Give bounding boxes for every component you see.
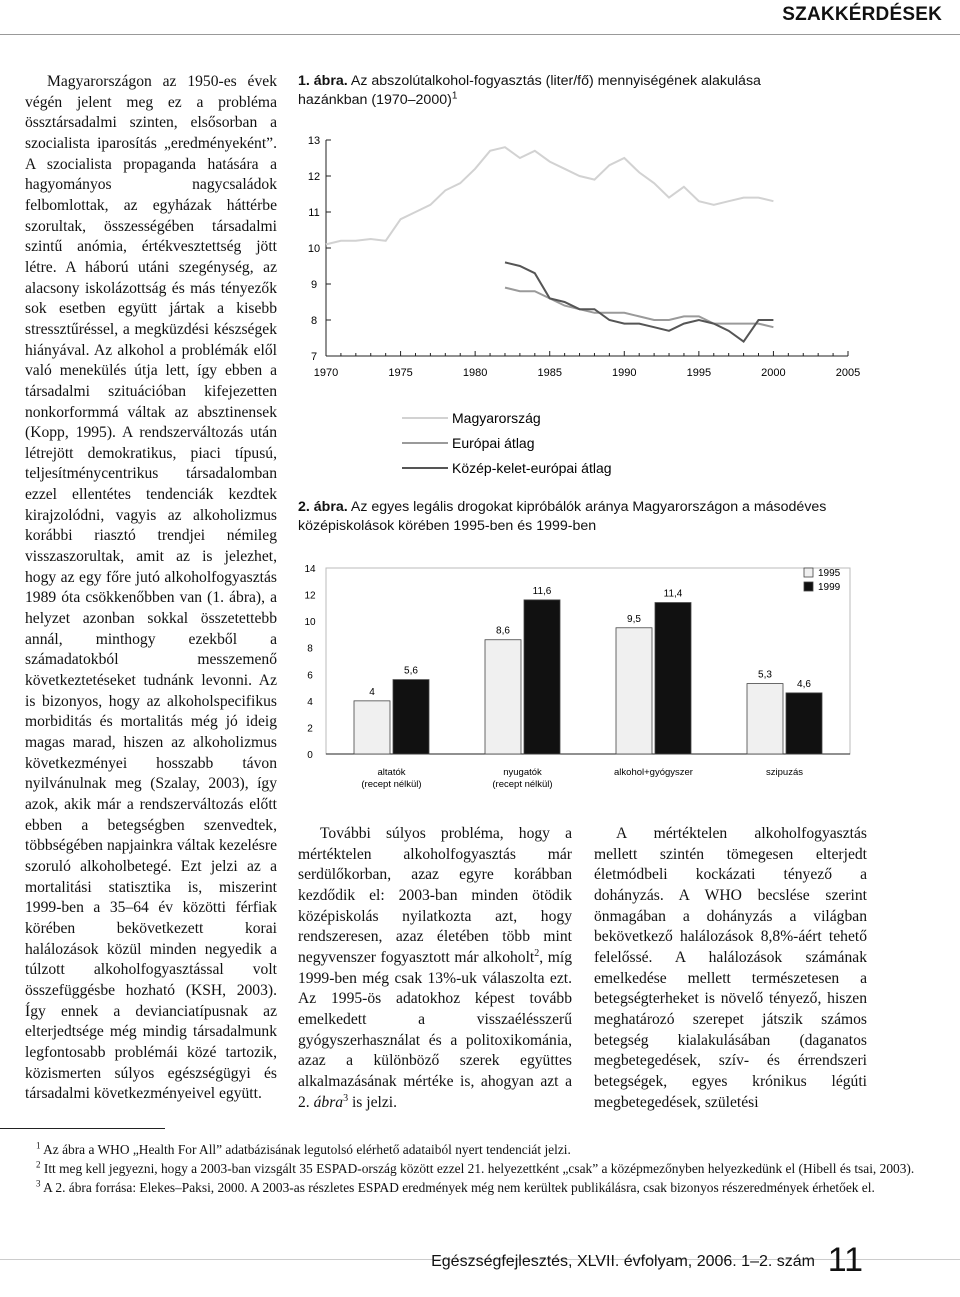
footnote-mark: 3: [36, 1178, 41, 1189]
legend-label: Európai átlag: [452, 435, 535, 451]
footnote-text: Itt meg kell jegyezni, hogy a 2003-ban vizsgált 35 ESPAD-ország között ezzel 21. helyezettként „csak” a középmezőnyben helyezkedünk el (Hibell és tsai, 2003).: [43, 1161, 915, 1176]
bar: [747, 684, 783, 754]
body-paragraph: Magyarországon az 1950-es évek végén jelent meg ez a probléma össztársadalmi szinten, elsősorban a szocialista iparosítás „eredményeként”. A szocialista propaganda hatására a hagyományos nagycsaládok felbomlottak, az egyházak háttérbe szorultak, összességében társadalmi szintű anómia, értékvesztettség jött létre. A háború utáni szegénység, az alacsony iskolázottság és más tényezők sok esetben együtt jártak a kisebb stressztűréssel, a megküzdési készségek hiányával. Az alkohol a problémák elől való menekülés útja lett, így ebben a társadalmi szituációban kifejezetten nonkorformmá váltak az absztinensek (Kopp, 1995). A rendszerváltozás után létrejött demokratikus, piaci típusú, teljesítménycentrikus társadalomban ezzel ellentétes tendenciák kezdtek kirajzolódni, vagyis az alkoholizmus korábbi riasztó trendjei némileg visszaszorultak, amit az is jelezhet, hogy az egy főre jutó alkoholfogyasztás 1989 óta csökkenőbben van (1. ábra), a helyzet azonban sokkal összetettebb annál, minthogy ezekből a számadatokból messzemenő következtetéseket tudnánk levonni. Az is bizonyos, hogy az alkoholspecifikus morbiditás és mortalitás még jó ideig magas marad, hiszen az alkoholizmus következményei hosszabb távon nyilvánulnak meg (Szalay, 2003), így azok, akik már a rendszerváltozás előtt ebben a betegségben szenvedtek, többségében napjainkra váltak kezelésre szoruló alkoholbetegé. Ezt jelzi az a mortalitási statisztika is, miszerint 1999-ben a 35–64 év közötti férfiak körében bekövetkezett korai halálozások közül minden negyedik a túlzott alkoholfogyasztással volt összefüggésbe hozható (KSH, 2003). Így ennek a devianciatípusnak az elterjedtsége még mindig társadalmunk legfontosabb problémái közé tartozik, közismerten súlyos egészségügyi és társadalmi következményeivel együtt.: [25, 73, 277, 1103]
series-line: [505, 262, 773, 341]
footnote-mark: 1: [36, 1140, 41, 1151]
x-tick-label: 1985: [537, 367, 562, 379]
line-chart: [290, 128, 860, 480]
footnote: [0, 1159, 960, 1178]
figure2-caption: [298, 498, 858, 536]
y-tick-label: 13: [307, 135, 321, 147]
bar: [524, 600, 560, 754]
x-tick-label: 1975: [388, 367, 413, 379]
x-tick-label: 2005: [835, 367, 860, 379]
journal-citation: Egészségfejlesztés, XLVII. évfolyam, 2006. 1–2. szám: [431, 1253, 815, 1270]
bar: [354, 701, 390, 754]
data-label: 11,6: [532, 585, 552, 597]
y-tick-label: 4: [307, 696, 313, 708]
category-label: (recept nélkül): [492, 779, 553, 790]
figure-ref: ábra: [313, 1093, 344, 1111]
text-part: , míg 1999-ben még csak 13%-uk válaszolta ezt. Az 1995-ös adatokhoz képest tovább emelkedett a visszaélésszerű gyógyszerhasználat és a politoxikománia, azaz a különböző szerek együttes alkalmazásának mértéke is, ahogyan azt a 2.: [298, 948, 573, 1111]
y-tick-label: 10: [307, 243, 321, 255]
header-rule: [0, 34, 960, 35]
footnote-rule: [0, 1128, 165, 1129]
bar-chart: [290, 556, 860, 796]
page-number: 11: [827, 1241, 863, 1279]
category-label: alkohol+gyógyszer: [614, 767, 693, 778]
y-tick-label: 7: [310, 351, 318, 363]
bar: [655, 603, 691, 754]
data-label: 4: [369, 686, 375, 698]
data-label: 8,6: [496, 625, 510, 637]
body-paragraph: [298, 824, 572, 1113]
figure1-title: Az abszolútalkohol-fogyasztás (liter/fő) mennyiségének alakulása hazánkban (1970–2000): [298, 73, 761, 108]
data-label: 5,6: [404, 665, 418, 677]
series-line: [326, 147, 773, 244]
body-paragraph: A mértéktelen alkoholfogyasztás mellett szintén tömegesen elterjedt életmódbeli kockázati tényező a dohányzás. A WHO becslése szerint önmagában a dohányzás a világban bekövetkező halálozások 8,8%-áért tehető felelőssé. A halálozások számának emelkedése mellett természetesen a betegségterheket is növelő tényező, hiszen meghatározó szerepet játszik számos betegség kialakulásában (daganatos megbetegedések, szív- és érrendszeri betegségek, egyes krónikus légúti megbetegedések, születési: [594, 825, 867, 1111]
series-line: [505, 288, 773, 328]
legend-label: 1995: [818, 568, 841, 579]
bar: [786, 693, 822, 754]
category-label: szipuzás: [766, 767, 803, 778]
legend-label: Közép-kelet-európai átlag: [452, 460, 612, 476]
category-label: nyugatók: [503, 767, 542, 778]
section-label: SZAKKÉRDÉSEK: [782, 4, 942, 25]
y-tick-label: 8: [307, 643, 313, 655]
legend-swatch: [804, 568, 813, 577]
legend-label: 1999: [818, 582, 841, 593]
page-footer: [0, 1237, 960, 1297]
data-label: 9,5: [627, 613, 641, 625]
column-right: [594, 824, 867, 1113]
data-label: 5,3: [758, 669, 772, 681]
footnote-mark: 2: [36, 1159, 41, 1170]
figure1-label: 1. ábra.: [298, 73, 348, 89]
x-tick-label: 2000: [761, 367, 786, 379]
page-header: [0, 0, 960, 30]
y-tick-label: 14: [304, 564, 316, 575]
bar: [616, 628, 652, 754]
y-tick-label: 0: [307, 750, 313, 761]
text-part: is jelzi.: [348, 1093, 397, 1111]
column-middle: [298, 824, 572, 1113]
text-part: További súlyos probléma, hogy a mértéktelen alkoholfogyasztás már serdülőkorban, azaz egyre korábban kezdődik el: 2003-ban minden ötödik középiskolás nyilatkozta azt, hogy rendszeresen, azaz életében több mint negyvenszer fogyasztott már alkoholt: [298, 825, 572, 966]
legend-swatch: [804, 582, 813, 591]
y-tick-label: 8: [310, 315, 318, 327]
y-tick-label: 2: [307, 723, 313, 735]
column-left: [25, 72, 277, 1105]
y-tick-label: 11: [308, 207, 320, 219]
footnote-text: A 2. ábra forrása: Elekes–Paksi, 2000. A 2003-as részletes ESPAD eredmények még nem kerültek publikálásra, csak bizonyos részeredmények érhetőek el.: [43, 1180, 875, 1195]
footnote: [0, 1140, 960, 1159]
x-tick-label: 1970: [313, 367, 339, 379]
x-tick-label: 1995: [686, 367, 712, 379]
bar: [393, 680, 429, 754]
figure2-title: Az egyes legális drogokat kipróbálók aránya Magyarországon a másodéves középiskolások körében 1995-ben és 1999-ben: [298, 499, 827, 534]
y-tick-label: 6: [307, 670, 313, 682]
figure2-label: 2. ábra.: [298, 499, 348, 515]
footnote-text: Az ábra a WHO „Health For All” adatbázisának legutolsó elérhető adataiból nyert tendenciát jelzi.: [43, 1142, 571, 1157]
y-tick-label: 10: [304, 617, 316, 629]
y-tick-label: 12: [304, 590, 316, 602]
legend-label: Magyarország: [452, 410, 541, 426]
category-label: (recept nélkül): [361, 779, 422, 790]
category-label: altatók: [377, 767, 406, 778]
figure1-caption: [298, 72, 818, 110]
footnote: [0, 1178, 960, 1197]
y-tick-label: 9: [310, 279, 318, 291]
y-tick-label: 12: [307, 171, 321, 183]
footnote-ref: 3: [343, 1092, 349, 1104]
footnote-ref: 2: [534, 947, 540, 959]
x-tick-label: 1980: [462, 367, 488, 379]
x-tick-label: 1990: [612, 367, 637, 379]
data-label: 11,4: [663, 588, 683, 600]
bar: [485, 640, 521, 754]
figure1-note-ref: 1: [451, 90, 458, 102]
data-label: 4,6: [797, 678, 811, 690]
